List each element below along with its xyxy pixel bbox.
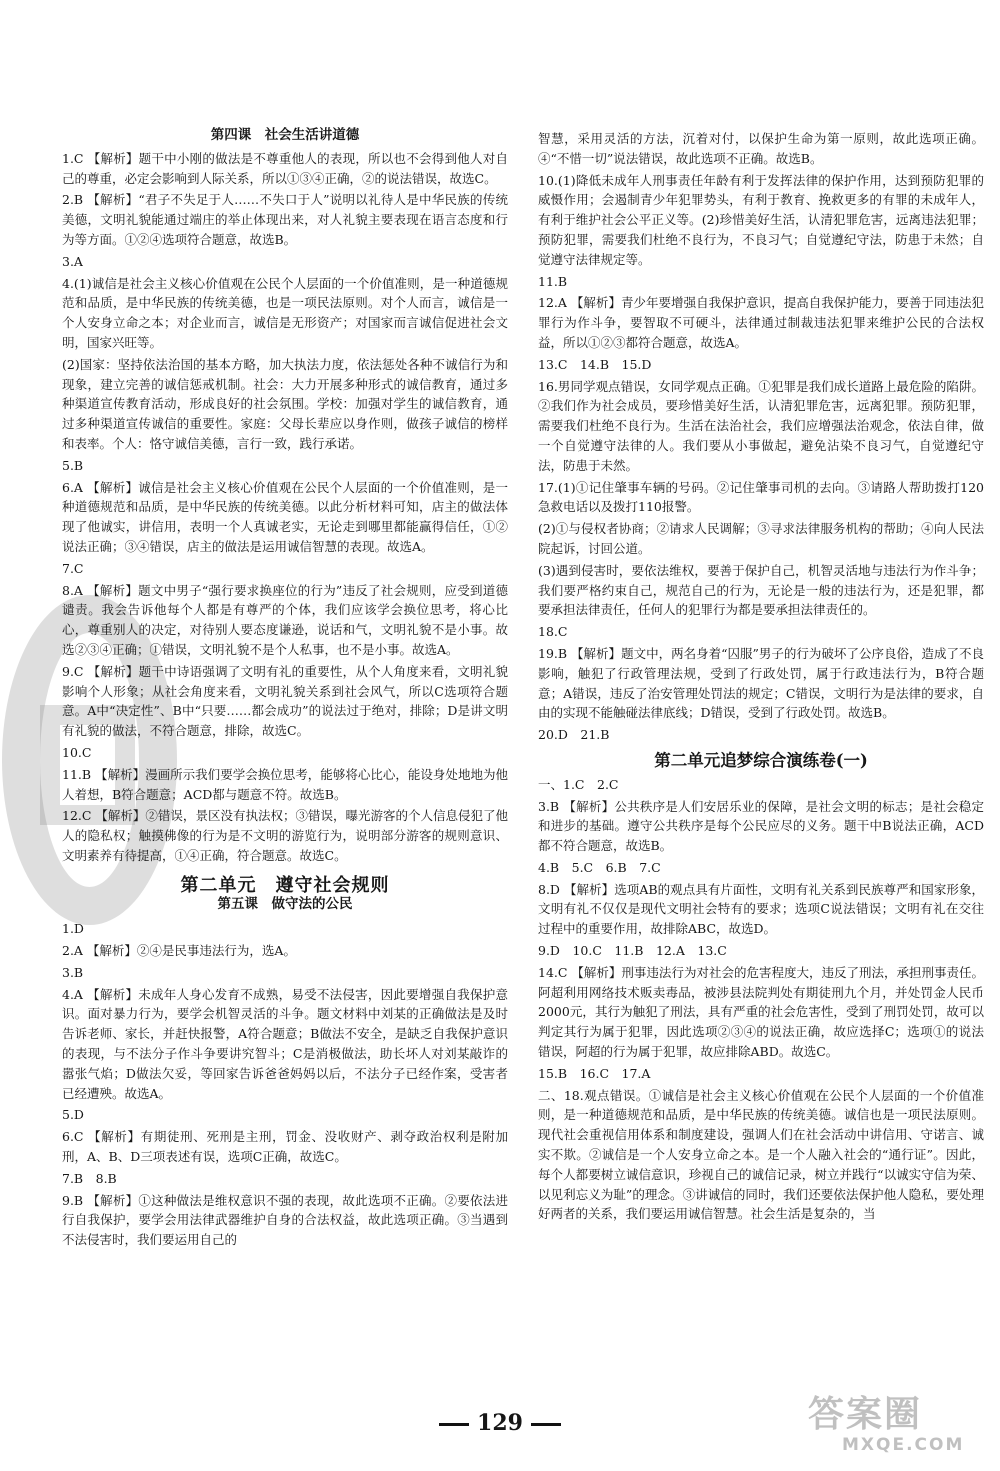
answer-item: 12.C 【解析】②错误，景区没有执法权；③错误，曝光游客的个人信息侵犯了他人的隐私权；触摸佛像的行为是不文明的游览行为，说明部分游客的规则意识、文明素养有待提高，①④正确，符合题意。故选C。 (62, 808, 508, 863)
watermark-site: MXQE.COM (842, 1435, 965, 1455)
answer-item: 7.B 8.B (62, 1170, 117, 1186)
answer-item: (3)遇到侵害时，要依法维权，要善于保护自己，机智灵活地与违法行为作斗争；我们要严格约束自己，规范自己的行为，无论是一般的违法行为，还是犯罪，都要承担法律责任，任何人的犯罪行为都是要承担法律责任的。 (538, 562, 984, 618)
answer-item: 3.B 【解析】公共秩序是人们安居乐业的保障，是社会文明的标志；是社会稳定和进步的基础。遵守公共秩序是每个公民应尽的义务。题干中B说法正确，ACD都不符合题意，故选B。 (538, 798, 984, 854)
answer-item: 18.C (538, 624, 568, 640)
answer-item: 8.A 【解析】题文中男子“强行要求换座位的行为”违反了社会规则，应受到道德谴责。我会告诉他每个人都是有尊严的个体，我们应该学会换位思考，将心比心，尊重别人的决定，对待别人要态度谦逊，说话和气，文明礼貌不是小事。故选②③④正确；①错误，文明礼貌不是个人私事，也不是小事。故选A。 (62, 582, 508, 657)
right-column (538, 129, 984, 1226)
answer-item: 10.(1)降低未成年人刑事责任年龄有利于发挥法律的保护作用，达到预防犯罪的威慑作用；会遏制青少年犯罪势头，有利于教育、挽救更多的有罪的未成年人，有利于维护社会公平正义等。(2)珍惜美好生活，认清犯罪危害，远离违法犯罪；预防犯罪，需要我们杜绝不良行为，不良习气；自觉遵纪守法，防患于未然；自觉遵守法律规定等。 (538, 172, 984, 267)
answer-item: 14.C 【解析】刑事违法行为对社会的危害程度大，违反了刑法，承担刑事责任。阿超利用网络技术贩卖毒品，被涉县法院判处有期徒刑九个月，并处罚金人民币2000元，其行为触犯了刑法，具有严重的社会危害性，受到了刑罚处罚，故可以判定其行为属于犯罪，因此选项②③④的说法正确，故应选择C；选项①的说法错误，阿超的行为属于犯罪，故应排除ABD。故选C。 (538, 964, 984, 1060)
answer-item: 4.A 【解析】未成年人身心发育不成熟，易受不法侵害，因此要增强自我保护意识。面对暴力行为，要学会机智灵活的斗争。题文材料中刘某的正确做法是及时告诉老师、家长，并赶快报警，A符合题意；B做法不安全，是缺乏自我保护意识的表现，与不法分子作斗争要讲究智斗；C是消极做法，助长坏人对刘某敲诈的嚣张气焰；D做法欠妥，等回家告诉爸爸妈妈以后，不法分子已经作案，受害者已经遭殃。故选A。 (62, 986, 508, 1101)
answer-item: 8.D 【解析】选项AB的观点具有片面性，文明有礼关系到民族尊严和国家形象，文明有礼不仅仅是现代文明社会特有的要求；选项C说法错误；文明有礼在交往过程中的重要作用，故排除ABC，故选D。 (538, 881, 984, 937)
left-column (62, 126, 508, 1252)
answer-item: 6.A 【解析】诚信是社会主义核心价值观在公民个人层面的一个价值准则，是一种道德规范和品质，是中华民族的传统美德。以此分析材料可知，店主的做法体现了他诚实，讲信用，表明一个人真诚老实，无论走到哪里都能赢得信任，①②说法正确；③④错误，店主的做法是运用诚信智慧的表现。故选A。 (62, 479, 508, 554)
unit-2-title: 第二单元 遵守社会规则 (180, 874, 390, 896)
lesson-4-answers (62, 149, 508, 866)
answer-item: 7.C (62, 560, 84, 576)
answer-item: 5.B (62, 457, 84, 473)
answer-item: (2)国家：坚持依法治国的基本方略，加大执法力度，依法惩处各种不诚信行为和现象，建立完善的诚信惩戒机制。社会：大力开展多种形式的诚信教育，通过多种渠道宣传教育活动，形成良好的社会氛围。学校：加强对学生的诚信教育，通过多种渠道宣传诚信的重要性。家庭：父母长辈应以身作则，做孩子诚信的榜样和表率。个人：恪守诚信美德，言行一致，践行承诺。 (62, 356, 508, 451)
answer-item: 1.C 【解析】题干中小刚的做法是不尊重他人的表现，所以也不会得到他人对自己的尊重，必定会影响到人际关系，所以①③④正确，②的说法错误，故选C。 (62, 150, 508, 186)
answer-item: 11.B (538, 273, 568, 289)
lesson-5-title: 第五课 做守法的公民 (217, 896, 353, 913)
page-number: 129 (0, 1410, 1000, 1436)
answer-item: 9.B 【解析】①这种做法是维权意识不强的表现，故此选项不正确。②要依法进行自我保护，要学会用法律武器维护自身的合法权益，故此选项正确。③当遇到不法侵害时，我们要运用自己的 (62, 1192, 508, 1248)
lesson-4-title: 第四课 社会生活讲道德 (210, 127, 360, 143)
answer-item: 二、18.观点错误。①诚信是社会主义核心价值观在公民个人层面的一个价值准则，是一种道德规范和品质，是中华民族的传统美德。诚信也是一项民法原则。现代社会重视信用体系和制度建设，强调人们在社会活动中讲信用、守诺言、诚实不欺。②诚信是一个人安身立命之本。是一个人融入社会的“通行证”。因此，每个人都要树立诚信意识，珍视自己的诚信记录，树立并践行“以诚实守信为荣、以见利忘义为耻”的理念。③讲诚信的同时，我们还要依法保护他人隐私，要处理好两者的关系，我们要运用诚信智慧。社会生活是复杂的，当 (538, 1087, 984, 1222)
answer-item: 13.C 14.B 15.D (538, 356, 652, 372)
answer-item: 6.C 【解析】有期徒刑、死刑是主刑，罚金、没收财产、剥夺政治权利是附加刑，A、B、D三项表述有误，选项C正确，故选C。 (62, 1129, 508, 1165)
answer-item: 5.D (62, 1107, 84, 1123)
answer-item: 2.A 【解析】②④是民事违法行为，选A。 (62, 943, 296, 959)
answer-item: 3.B (62, 964, 84, 980)
lesson-5-answers (62, 919, 508, 1250)
answer-item: 一、1.C 2.C (538, 776, 619, 792)
answer-item: 9.D 10.C 11.B 12.A 13.C (538, 943, 727, 959)
site-watermark-logo (808, 1395, 988, 1467)
exam-title: 第二单元追梦综合演练卷(一) (654, 750, 868, 770)
answer-item: 9.C 【解析】题干中诗语强调了文明有礼的重要性，从个人角度来看，文明礼貌影响个人形象；从社会角度来看，文明礼貌关系到社会风气，所以C选项符合题意。A中“决定性”、B中“只要……都会成功”的说法过于绝对，排除；D是讲文明有礼貌的做法，不符合题意，排除，故选C。 (62, 663, 508, 739)
answer-item: 4.B 5.C 6.B 7.C (538, 859, 661, 875)
answer-item: 2.B 【解析】“君子不失足于人……不失口于人”说明以礼待人是中华民族的传统美德，文明礼貌能通过端庄的举止体现出来，对人礼貌主要表现在语言态度和行为等方面。①②④选项符合题意，故选B。 (62, 192, 508, 247)
answer-item: 1.D (62, 921, 84, 937)
exam-answers (538, 775, 984, 1225)
answer-item: 10.C (62, 744, 92, 760)
watermark-brand: 答案圈 (808, 1394, 923, 1435)
answer-item: 17.(1)①记住肇事车辆的号码。②记住肇事司机的去向。③请路人帮助拨打120急救电话以及拨打110报警。 (538, 479, 984, 515)
answer-item: 12.A 【解析】青少年要增强自我保护意识，提高自我保护能力，要善于同违法犯罪行为作斗争，要智取不可硬斗，法律通过制裁违法犯罪来维护公民的合法权益，所以①②③都符合题意，故选A。 (538, 295, 984, 350)
answer-item: 智慧，采用灵活的方法，沉着对付，以保护生命为第一原则，故此选项正确。④“不惜一切”说法错误，故此选项不正确。故选B。 (538, 131, 984, 166)
answer-item: 3.A (62, 253, 83, 269)
answer-item: 4.(1)诚信是社会主义核心价值观在公民个人层面的一个价值准则，是一种道德规范和品质，是中华民族的传统美德，也是一项民法原则。对个人而言，诚信是一个人安身立命之本；对企业而言，诚信是无形资产；对国家而言诚信促进社会文明，国家兴旺等。 (62, 275, 508, 350)
answer-item: 15.B 16.C 17.A (538, 1065, 651, 1081)
answer-item: 11.B 【解析】漫画所示我们要学会换位思考，能够将心比心，能设身处地地为他人着想，B符合题意；ACD都与题意不符。故选B。 (62, 766, 508, 802)
answer-item: 16.男同学观点错误，女同学观点正确。①犯罪是我们成长道路上最危险的陷阱。②我们作为社会成员，要珍惜美好生活，认清犯罪危害，远离犯罪。预防犯罪，需要我们杜绝不良行为。生活在法治社会，我们应增强法治观念，依法自律，做一个自觉遵守法律的人。我们要从小事做起，避免沾染不良习气，自觉遵纪守法，防患于未然。 (538, 378, 984, 473)
lesson-5-answers-continued (538, 129, 984, 745)
answer-item: 20.D 21.B (538, 727, 610, 743)
answer-item: 19.B 【解析】题文中，两名身着“囚服”男子的行为破坏了公序良俗，造成了不良影响，触犯了行政管理法规，受到了行政处罚，属于行政违法行为，B符合题意；A错误，违反了治安管理处罚法的规定；C错误，文明行为是法律的要求，自由的实现不能触碰法律底线；D错误，受到了行政处罚。故选B。 (538, 645, 984, 721)
answer-item: (2)①与侵权者协商；②请求人民调解；③寻求法律服务机构的帮助；④向人民法院起诉，讨回公道。 (538, 521, 984, 556)
